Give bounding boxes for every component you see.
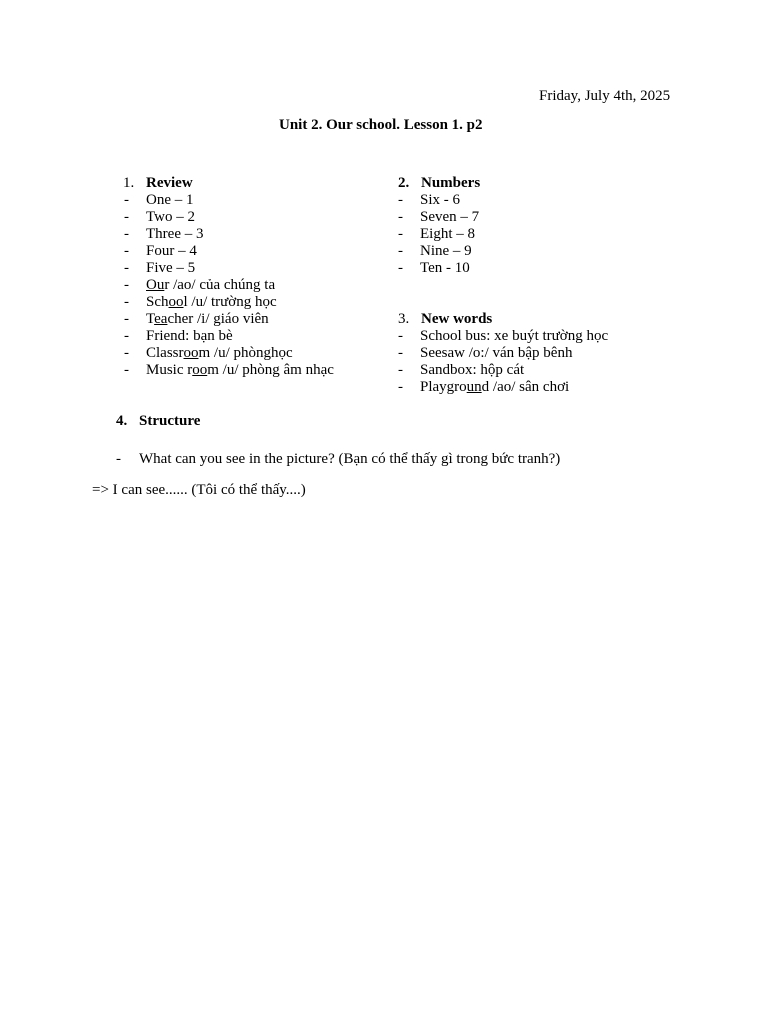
structure-number: 4. xyxy=(116,413,128,429)
dash-bullet: - xyxy=(124,226,129,242)
dash-bullet: - xyxy=(124,362,129,378)
dash-bullet: - xyxy=(124,260,129,276)
numbers-title: Numbers xyxy=(421,175,481,191)
page-title: Unit 2. Our school. Lesson 1. p2 xyxy=(279,117,483,133)
dash-bullet: - xyxy=(398,328,403,344)
dash-bullet: - xyxy=(398,243,403,259)
new-words-heading xyxy=(398,311,493,328)
dash-bullet: - xyxy=(398,362,403,378)
structure-title: Structure xyxy=(139,413,201,429)
structure-question-text: What can you see in the picture? (Bạn có thể thấy gì trong bức tranh?) xyxy=(139,451,561,467)
review-heading xyxy=(123,175,193,192)
dash-bullet: - xyxy=(398,209,403,225)
underlined-sound: oo xyxy=(192,362,208,378)
review-title: Review xyxy=(146,175,193,191)
underlined-sound: un xyxy=(466,379,482,395)
underlined-sound: oo xyxy=(168,294,184,310)
dash-bullet: - xyxy=(398,226,403,242)
dash-bullet: - xyxy=(124,192,129,208)
dash-bullet: - xyxy=(124,328,129,344)
dash-bullet: - xyxy=(116,451,121,467)
new-words-title: New words xyxy=(421,311,493,327)
review-number: 1. xyxy=(123,175,135,191)
dash-bullet: - xyxy=(124,311,129,327)
underlined-sound: ea xyxy=(154,311,168,327)
dash-bullet: - xyxy=(398,379,403,395)
numbers-number: 2. xyxy=(398,175,410,191)
dash-bullet: - xyxy=(398,192,403,208)
dash-bullet: - xyxy=(124,345,129,361)
structure-question xyxy=(116,451,561,468)
date-line: Friday, July 4th, 2025 xyxy=(539,88,671,104)
dash-bullet: - xyxy=(124,243,129,259)
numbers-heading xyxy=(398,175,481,192)
dash-bullet: - xyxy=(124,294,129,310)
structure-heading xyxy=(116,413,201,430)
underlined-sound: oo xyxy=(183,345,199,361)
underlined-sound: Ou xyxy=(146,277,165,293)
structure-answer: => I can see...... (Tôi có thể thấy....) xyxy=(92,482,306,498)
new-words-number: 3. xyxy=(398,311,410,327)
dash-bullet: - xyxy=(124,209,129,225)
dash-bullet: - xyxy=(398,345,403,361)
dash-bullet: - xyxy=(398,260,403,276)
dash-bullet: - xyxy=(124,277,129,293)
